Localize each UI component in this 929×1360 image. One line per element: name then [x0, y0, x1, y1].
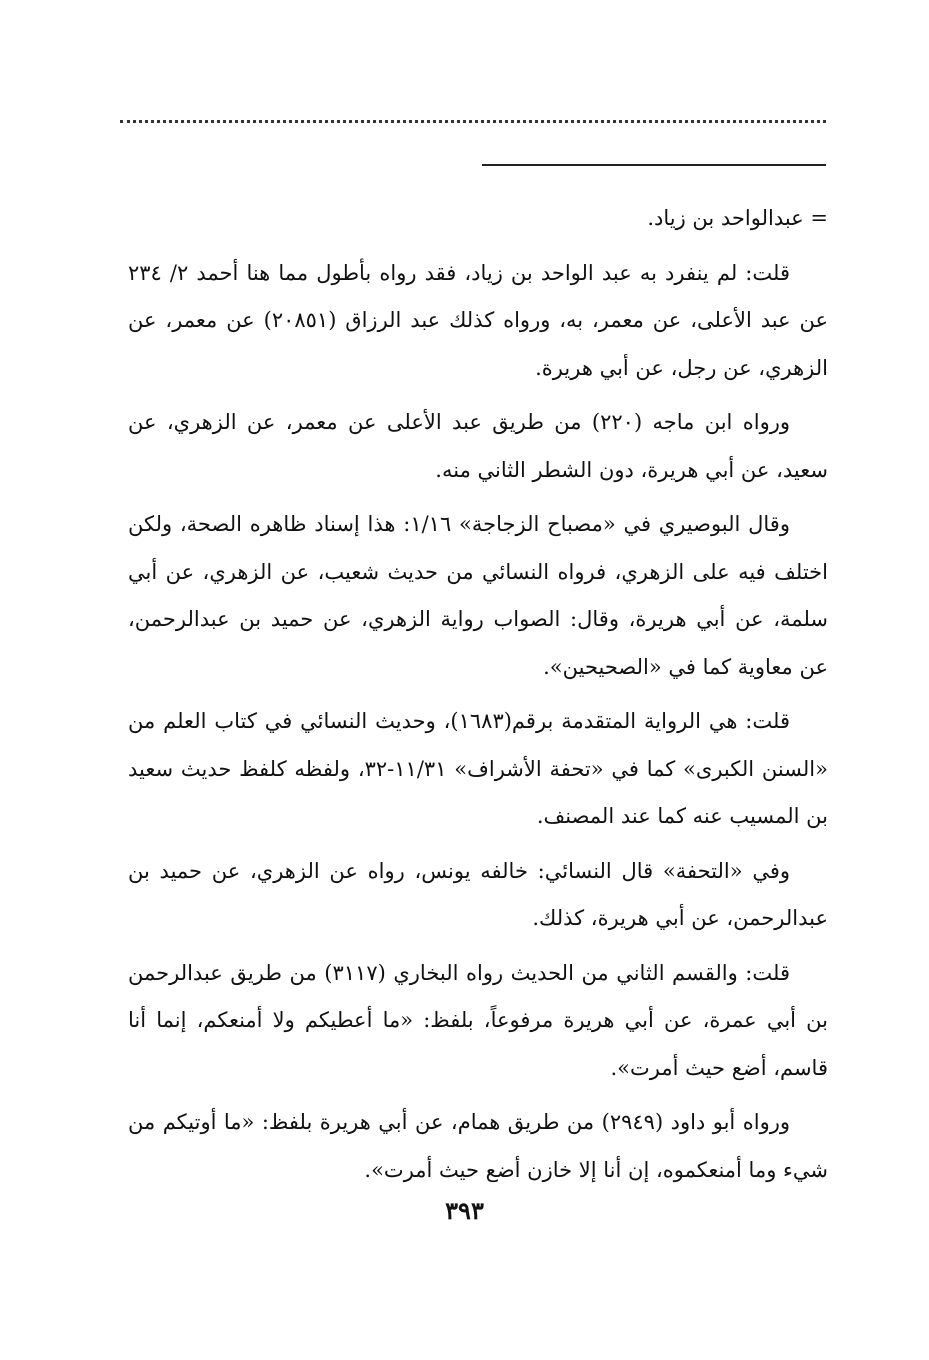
- footnote-paragraph: ورواه ابن ماجه (٢٢٠) من طريق عبد الأعلى عن معمر، عن الزهري، عن سعيد، عن أبي هريرة، دون الشطر الثاني منه.: [128, 410, 828, 482]
- dotted-separator: [120, 120, 826, 123]
- footnote-paragraph: قلت: لم ينفرد به عبد الواحد بن زياد، فقد رواه بأطول مما هنا أحمد ٢/ ٢٣٤ عن عبد الأعلى، عن معمر، به، ورواه كذلك عبد الرزاق (٢٠٨٥١) عن معمر، عن الزهري، عن رجل، عن أبي هريرة.: [128, 260, 828, 380]
- footnote-paragraph: = عبدالواحد بن زياد.: [647, 206, 828, 230]
- footnote-paragraph: قلت: والقسم الثاني من الحديث رواه البخاري (٣١١٧) من طريق عبدالرحمن بن أبي عمرة، عن أبي هريرة مرفوعاً، بلفظ: «ما أعطيكم ولا أمنعكم، إنما أنا قاسم، أضع حيث أمرت».: [128, 960, 828, 1080]
- footnote-text: [128, 195, 828, 1201]
- footnote-paragraph: ورواه أبو داود (٢٩٤٩) من طريق همام، عن أبي هريرة بلفظ: «ما أوتيكم من شيء وما أمنعكموه، إن أنا إلا خازن أضع حيث أمرت».: [128, 1110, 828, 1182]
- page-number: ٣٩٣: [445, 1196, 484, 1225]
- footnote-paragraph: وفي «التحفة» قال النسائي: خالفه يونس، رواه عن الزهري، عن حميد بن عبدالرحمن، عن أبي هريرة، كذلك.: [128, 858, 828, 930]
- footnote-paragraph: قلت: هي الرواية المتقدمة برقم(١٦٨٣)، وحديث النسائي في كتاب العلم من «السنن الكبرى» كما في «تحفة الأشراف» ١١/٣١-٣٢، ولفظه كلفظ حديث سعيد بن المسيب عنه كما عند المصنف.: [128, 709, 828, 828]
- footnote-rule: [482, 164, 826, 166]
- footnote-paragraph: وقال البوصيري في «مصباح الزجاجة» ١/١٦: هذا إسناد ظاهره الصحة، ولكن اختلف فيه على الزهري، فرواه النسائي من حديث شعيب، عن الزهري، عن أبي سلمة، عن أبي هريرة، وقال: الصواب رواية الزهري، عن حميد بن عبدالرحمن، عن معاوية كما في «الصحيحين».: [128, 512, 828, 679]
